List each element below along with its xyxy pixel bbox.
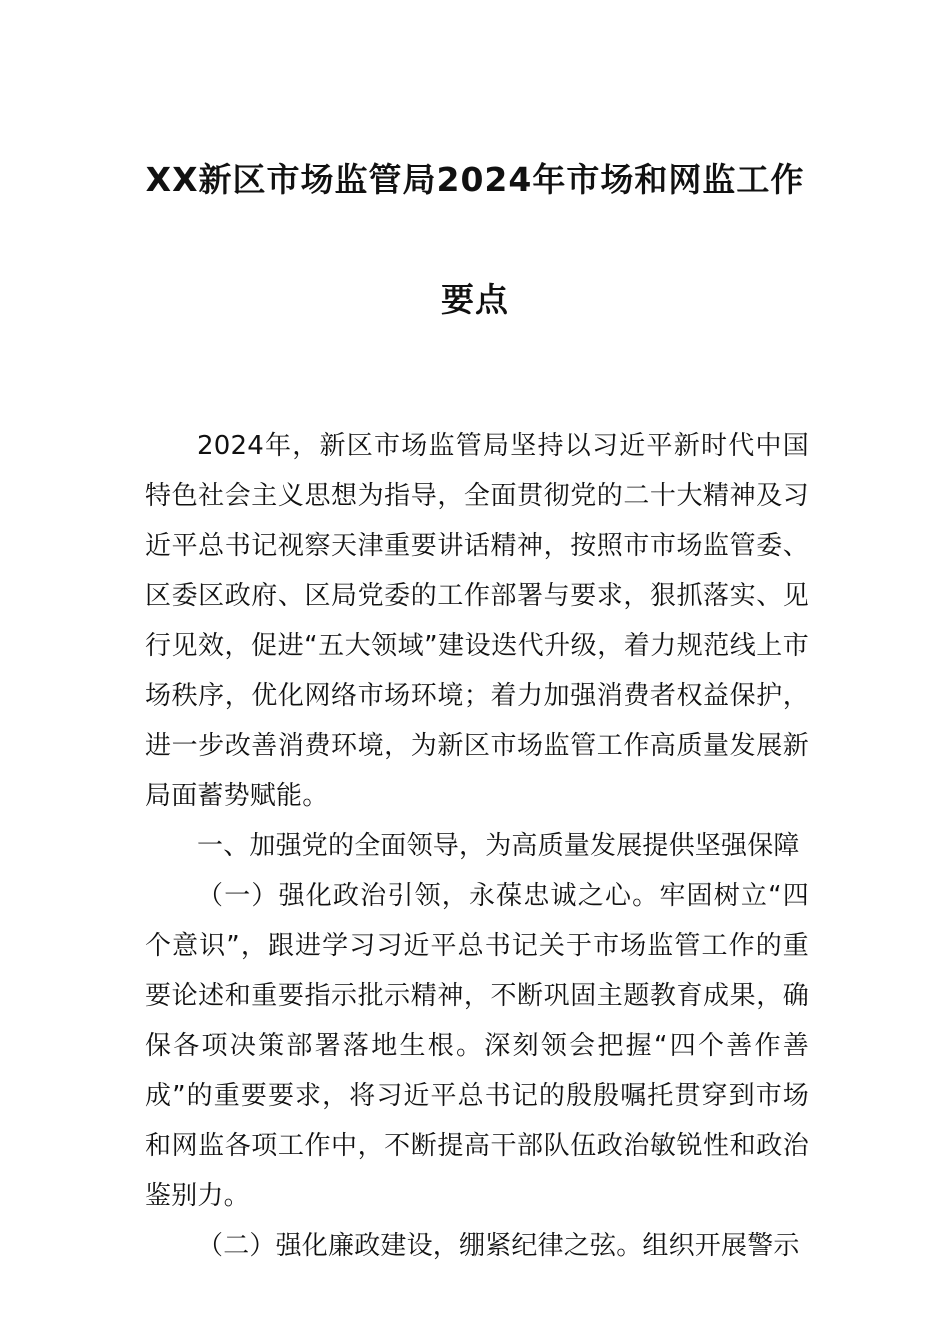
document-title-line-2: 要点: [441, 280, 509, 319]
section-heading-1: 一、加强党的全面领导，为高质量发展提供坚强保障: [197, 831, 800, 861]
paragraph-1-2: （二）强化廉政建设，绷紧纪律之弦。组织开展警示: [197, 1231, 800, 1261]
document-title-line-1: XX新区市场监管局2024年市场和网监工作: [145, 160, 805, 199]
paragraph-1-1: （一）强化政治引领，永葆忠诚之心。牢固树立“四个意识”，跟进学习习近平总书记关于市场监管工作的重要论述和重要指示批示精神，不断巩固主题教育成果，确保各项决策部署落地生根。深刻领会把握“四个善作善成”的重要要求，将习近平总书记的殷殷嘱托贯穿到市场和网监各项工作中，不断提高干部队伍政治敏锐性和政治鉴别力。: [145, 881, 809, 1211]
document-body: [145, 421, 809, 1271]
paragraph-intro: 2024年，新区市场监管局坚持以习近平新时代中国特色社会主义思想为指导，全面贯彻党的二十大精神及习近平总书记视察天津重要讲话精神，按照市市场监管委、区委区政府、区局党委的工作部署与要求，狠抓落实、见行见效，促进“五大领域”建设迭代升级，着力规范线上市场秩序，优化网络市场环境；着力加强消费者权益保护，进一步改善消费环境，为新区市场监管工作高质量发展新局面蓄势赋能。: [145, 431, 809, 811]
